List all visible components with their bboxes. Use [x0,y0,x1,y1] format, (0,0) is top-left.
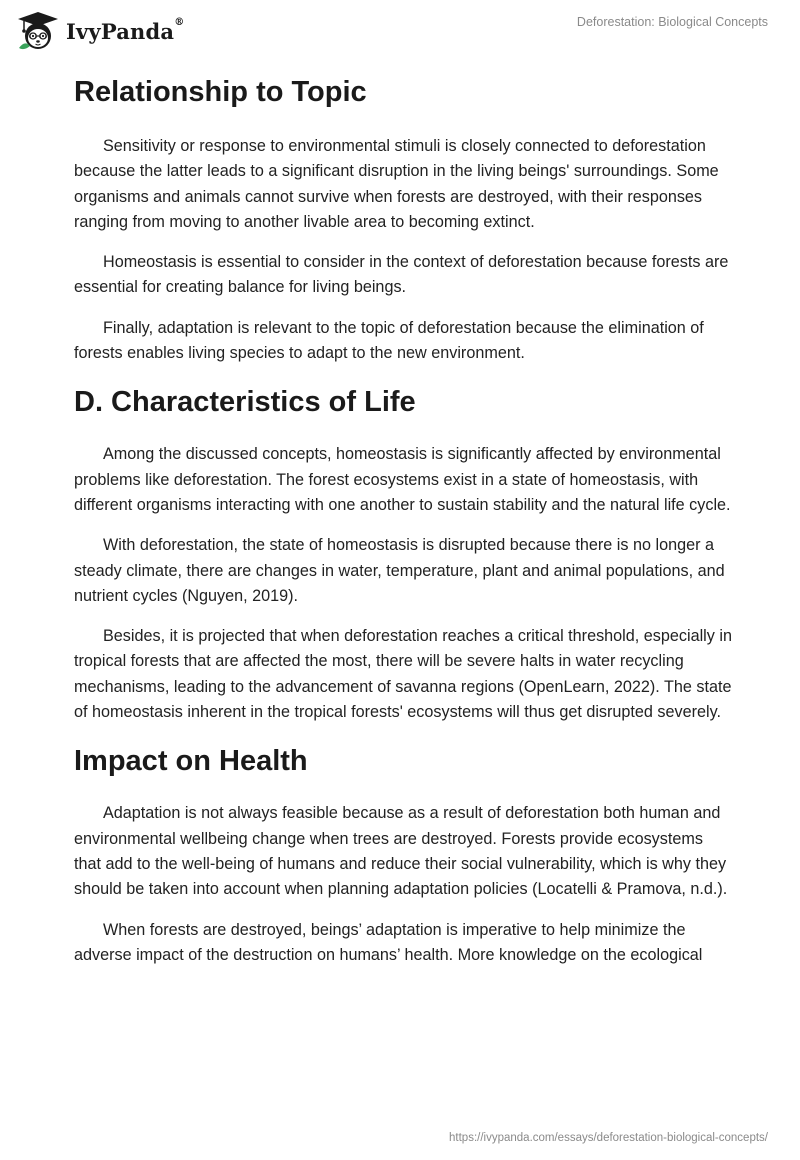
paragraph: Homeostasis is essential to consider in the context of deforestation because forests are essential for creating balance for living beings. [74,253,729,297]
document-title: Deforestation: Biological Concepts [576,15,768,29]
paragraph: When forests are destroyed, beings’ adaptation is imperative to help minimize the adverse impact of the destruction on humans’ health. More knowledge on the ecological [74,920,703,964]
essay-content [74,70,734,968]
section-heading: D. Characteristics of Life [74,386,416,419]
ivypanda-logo[interactable] [16,10,184,52]
panda-graduate-icon [16,10,60,52]
paragraph: Sensitivity or response to environmental stimuli is closely connected to deforestation because the latter leads to a significant disruption in the living beings' surroundings. Some organisms and animals cannot survive when forests are destroyed, with their responses ranging from moving to another livable area to becoming extinct. [74,137,719,231]
paragraph: Besides, it is projected that when deforestation reaches a critical threshold, especially in tropical forests that are affected the most, there will be severe halts in water recycling mechanisms, leading to the advancement of savanna regions (OpenLearn, 2022). The state of homeostasis inherent in the tropical forests' ecosystems will thus get disrupted severely. [74,627,732,722]
source-url[interactable]: https://ivypanda.com/essays/deforestation-biological-concepts/ [449,1132,768,1144]
section-heading: Relationship to Topic [74,76,367,108]
paragraph: Among the discussed concepts, homeostasis is significantly affected by environmental problems like deforestation. The forest ecosystems exist in a state of homeostasis, with different organisms interacting with one another to sustain stability and the natural life cycle. [74,445,731,514]
section-heading: Impact on Health [74,745,308,778]
page-header [0,0,800,64]
paragraph: With deforestation, the state of homeostasis is disrupted because there is no longer a steady climate, there are changes in water, temperature, plant and animal populations, and nutrient cycles (Nguyen, 2019). [74,536,725,605]
brand-name: IvyPanda® [66,16,185,44]
paragraph: Finally, adaptation is relevant to the topic of deforestation because the elimination of forests enables living species to adapt to the new environment. [74,318,704,363]
paragraph: Adaptation is not always feasible because as a result of deforestation both human and environmental wellbeing change when trees are destroyed. Forests provide ecosystems that add to the well-being of humans and reduce their social vulnerability, which is why they should be taken into account when planning adaptation policies (Locatelli & Pramova, n.d.). [74,804,728,899]
